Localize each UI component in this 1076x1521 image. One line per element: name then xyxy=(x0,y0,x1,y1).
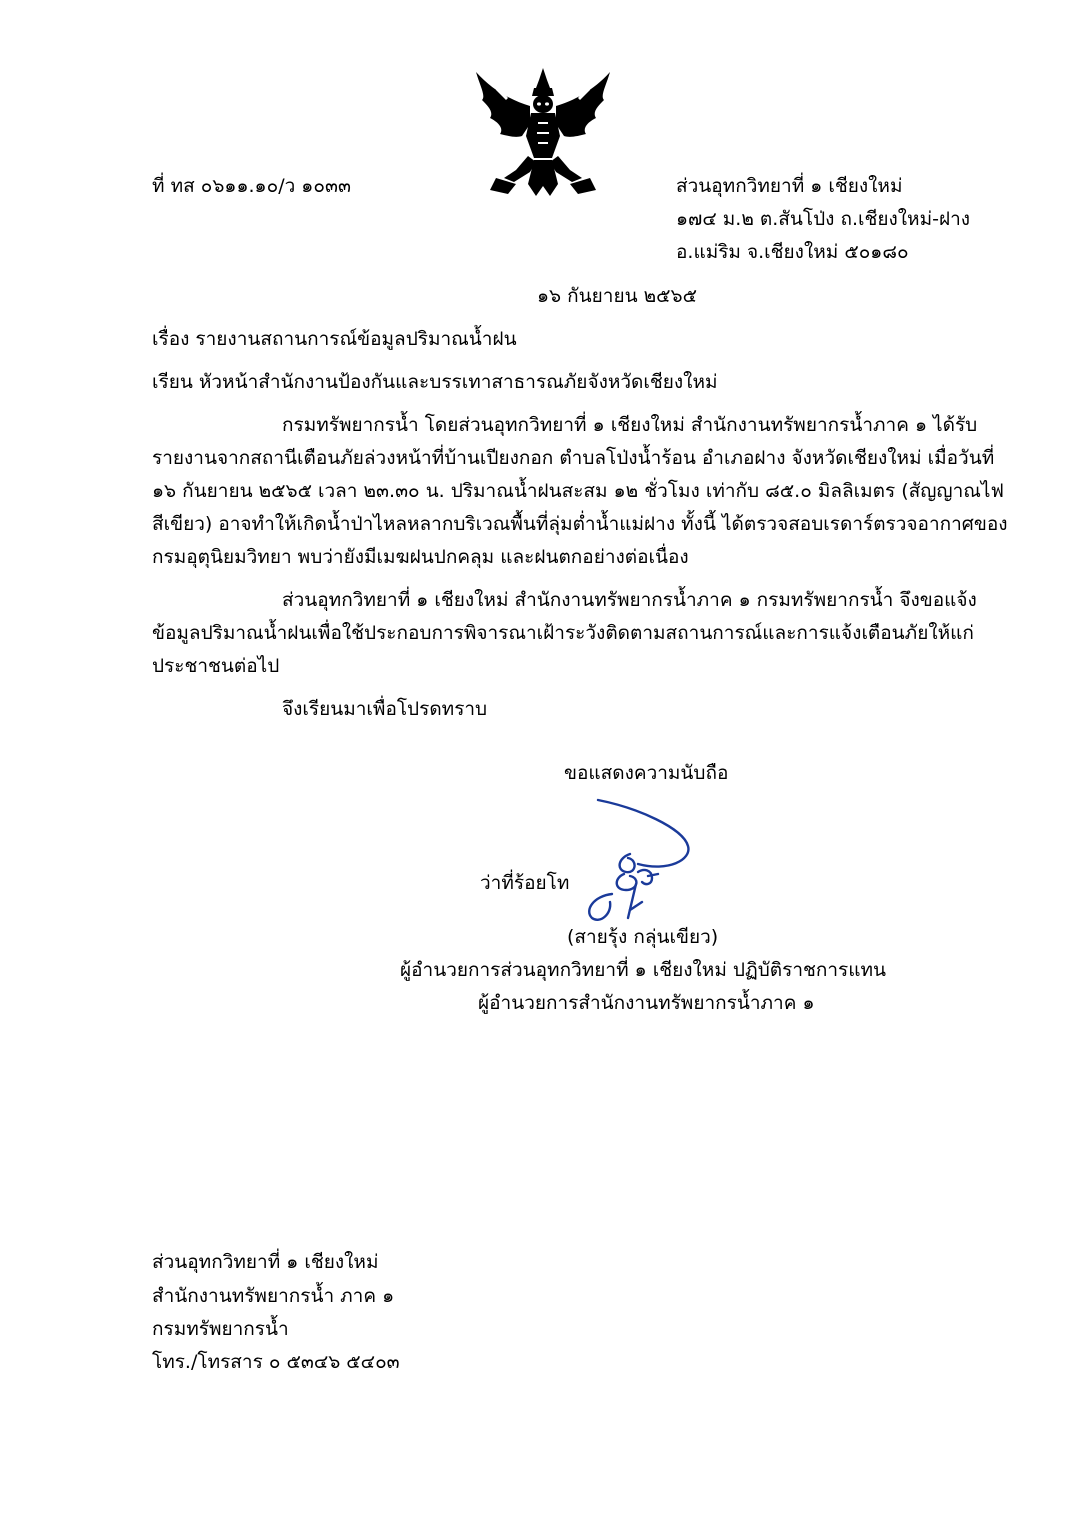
closing-statement: จึงเรียนมาเพื่อโปรดทราบ xyxy=(282,698,488,720)
footer-office-line-1: ส่วนอุทกวิทยาที่ ๑ เชียงใหม่ xyxy=(152,1251,379,1273)
handwritten-signature-icon xyxy=(578,798,703,938)
paragraph-2-line: ข้อมูลปริมาณน้ำฝนเพื่อใช้ประกอบการพิจารณาเฝ้าระวังติดตามสถานการณ์และการแจ้งเตือนภัยให้แก่ xyxy=(152,622,974,644)
signer-position-line-1: ผู้อำนวยการส่วนอุทกวิทยาที่ ๑ เชียงใหม่ ปฏิบัติราชการแทน xyxy=(400,959,887,981)
body-paragraph-1 xyxy=(152,409,1008,574)
signer-name: (สายรุ้ง กลุ่นเขียว) xyxy=(567,926,719,948)
footer-phone-fax: โทร./โทรสาร ๐ ๕๓๔๖ ๕๔๐๓ xyxy=(152,1351,400,1373)
reference-number: ที่ ทส ๐๖๑๑.๑๐/ว ๑๐๓๓ xyxy=(152,175,351,197)
signer-rank: ว่าที่ร้อยโท xyxy=(480,872,570,894)
letter-date: ๑๖ กันยายน ๒๕๖๕ xyxy=(537,285,697,307)
paragraph-2-line: ประชาชนต่อไป xyxy=(152,655,280,677)
footer-office-line-3: กรมทรัพยากรน้ำ xyxy=(152,1318,289,1340)
paragraph-2-line: ส่วนอุทกวิทยาที่ ๑ เชียงใหม่ สำนักงานทรัพยากรน้ำภาค ๑ กรมทรัพยากรน้ำ จึงขอแจ้ง xyxy=(282,589,977,611)
sender-address-line-1: ส่วนอุทกวิทยาที่ ๑ เชียงใหม่ xyxy=(676,175,903,197)
letter-recipient: เรียน หัวหน้าสำนักงานป้องกันและบรรเทาสาธารณภัยจังหวัดเชียงใหม่ xyxy=(152,371,718,393)
letter-subject: เรื่อง รายงานสถานการณ์ข้อมูลปริมาณน้ำฝน xyxy=(152,328,517,350)
paragraph-1-line: ๑๖ กันยายน ๒๕๖๕ เวลา ๒๓.๓๐ น. ปริมาณน้ำฝนสะสม ๑๒ ชั่วโมง เท่ากับ ๘๕.๐ มิลลิเมตร (สัญญาณไฟ xyxy=(152,480,1004,502)
complimentary-close: ขอแสดงความนับถือ xyxy=(564,762,729,784)
garuda-emblem-icon xyxy=(468,66,618,211)
signer-position-line-2: ผู้อำนวยการสำนักงานทรัพยากรน้ำภาค ๑ xyxy=(478,992,815,1014)
body-paragraph-2 xyxy=(152,584,977,683)
footer-office-line-2: สำนักงานทรัพยากรน้ำ ภาค ๑ xyxy=(152,1285,395,1307)
paragraph-1-line: สีเขียว) อาจทำให้เกิดน้ำป่าไหลหลากบริเวณพื้นที่ลุ่มต่ำน้ำแม่ฝาง ทั้งนี้ ได้ตรวจสอบเรดาร์ตรวจอากาศของ xyxy=(152,513,1008,535)
sender-address-line-3: อ.แม่ริม จ.เชียงใหม่ ๕๐๑๘๐ xyxy=(676,241,909,263)
paragraph-1-line: กรมทรัพยากรน้ำ โดยส่วนอุทกวิทยาที่ ๑ เชียงใหม่ สำนักงานทรัพยากรน้ำภาค ๑ ได้รับ xyxy=(282,414,978,436)
sender-address-line-2: ๑๗๔ ม.๒ ต.สันโป่ง ถ.เชียงใหม่-ฝาง xyxy=(676,208,971,230)
paragraph-1-line: กรมอุตุนิยมวิทยา พบว่ายังมีเมฆฝนปกคลุม และฝนตกอย่างต่อเนื่อง xyxy=(152,546,689,568)
paragraph-1-line: รายงานจากสถานีเตือนภัยล่วงหน้าที่บ้านเปียงกอก ตำบลโป่งน้ำร้อน อำเภอฝาง จังหวัดเชียงใหม่ เมื่อวันที่ xyxy=(152,447,995,469)
